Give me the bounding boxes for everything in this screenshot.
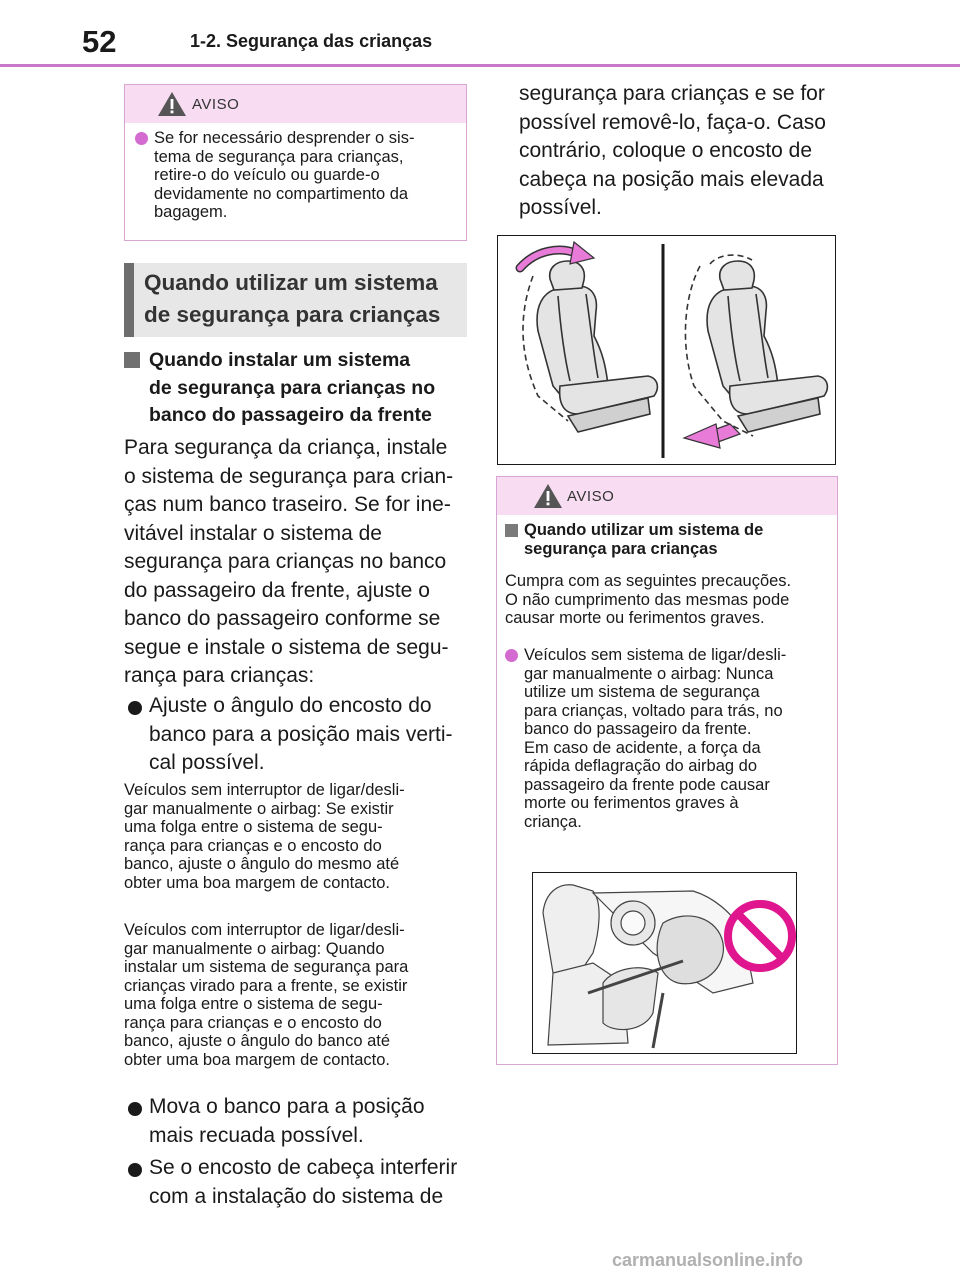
warning-label: AVISO bbox=[567, 488, 615, 505]
warning-heading bbox=[505, 521, 830, 558]
section-heading-bar bbox=[124, 263, 467, 337]
section-title: 1-2. Segurança das crianças bbox=[190, 31, 433, 51]
prohibition-icon bbox=[728, 904, 792, 968]
warning-label: AVISO bbox=[192, 96, 240, 113]
bullet-item-1 bbox=[128, 692, 468, 778]
sub-heading bbox=[124, 347, 469, 430]
warning-text: Cumpra com as seguintes precauções. O não cumprimento das mesmas pode causar morte ou ferimentos graves. bbox=[505, 572, 792, 627]
warning-item bbox=[135, 129, 460, 222]
warning-box-2 bbox=[496, 476, 838, 1065]
warning-heading-text: Quando utilizar um sistema de segurança para crianças bbox=[524, 521, 764, 558]
bullet-item-text: Mova o banco para a posição mais recuada possível. bbox=[149, 1095, 425, 1147]
warning-header bbox=[125, 85, 466, 123]
intro-paragraph: Para segurança da criança, instale o sistema de segurança para crian- ças num banco traseiro. Se for ine- vitável instalar o sistema de segurança para crianças no banco do passageiro da frente, ajuste o banco do passageiro conforme se segue e instale o sistema de segu- rança para crianças: bbox=[124, 436, 454, 687]
sub-heading-text: Quando instalar um sistema de segurança para crianças no banco do passageiro da frente bbox=[149, 349, 436, 426]
page-number: 52 bbox=[82, 24, 117, 59]
seat-right bbox=[707, 261, 827, 432]
square-bullet-icon bbox=[124, 352, 140, 368]
bullet-item-3 bbox=[128, 1154, 468, 1211]
continuation-paragraph: segurança para crianças e se for possível removê-lo, faça-o. Caso contrário, coloque o encosto de cabeça na posição mais elevada possível. bbox=[519, 82, 826, 219]
bullet-dot-icon bbox=[135, 132, 148, 145]
warning-box-1 bbox=[124, 84, 467, 241]
warning-item-text: Veículos sem sistema de ligar/desli- gar manualmente o airbag: Nunca utilize um sistema de segurança para crianças, voltado para trás, no banco do passageiro da frente. Em caso de acidente, a força da rápida deflagração do airbag do passageiro da frente pode causar morte ou ferimentos graves à criança. bbox=[524, 646, 787, 831]
bullet-item-2 bbox=[128, 1093, 468, 1150]
bullet-dot-icon bbox=[505, 649, 518, 662]
header-rule bbox=[0, 64, 960, 67]
warning-triangle-icon bbox=[157, 91, 187, 117]
airbag-illustration bbox=[533, 873, 796, 1053]
seat-left bbox=[537, 261, 657, 432]
note-paragraph-2: Veículos com interruptor de ligar/desli- gar manualmente o airbag: Quando instalar um sistema de segurança para crianças virado para a frente, se existir uma folga entre o sistema de segu- rança para crianças e o encosto do banco, ajuste o ângulo do banco até obter uma boa margem de contacto. bbox=[124, 921, 409, 1069]
section-heading: Quando utilizar um sistema de segurança para crianças bbox=[144, 270, 441, 327]
bullet-item-text: Se o encosto de cabeça interferir com a instalação do sistema de bbox=[149, 1156, 458, 1208]
warning-triangle-icon bbox=[533, 483, 563, 509]
warning-item bbox=[505, 646, 830, 831]
note-paragraph-1: Veículos sem interruptor de ligar/desli- gar manualmente o airbag: Se existir uma folga entre o sistema de segu- rança para crianças e o encosto do banco, ajuste o ângulo do mesmo até obter uma boa margem de contacto. bbox=[124, 781, 405, 892]
warning-header bbox=[497, 477, 837, 515]
bullet-dot-icon bbox=[128, 1163, 142, 1177]
bullet-dot-icon bbox=[128, 701, 142, 715]
airbag-warning-figure bbox=[532, 872, 797, 1054]
square-bullet-icon bbox=[505, 524, 518, 537]
warning-item-text: Se for necessário desprender o sis- tema de segurança para crianças, retire-o do veículo ou guarde-o devidamente no compartimento da bagagem. bbox=[154, 129, 415, 221]
bullet-dot-icon bbox=[128, 1102, 142, 1116]
bullet-item-text: Ajuste o ângulo do encosto do banco para a posição mais verti- cal possível. bbox=[149, 694, 453, 774]
seat-adjustment-figure bbox=[497, 235, 836, 465]
seat-illustration bbox=[498, 236, 835, 464]
watermark: carmanualsonline.info bbox=[612, 1250, 804, 1270]
